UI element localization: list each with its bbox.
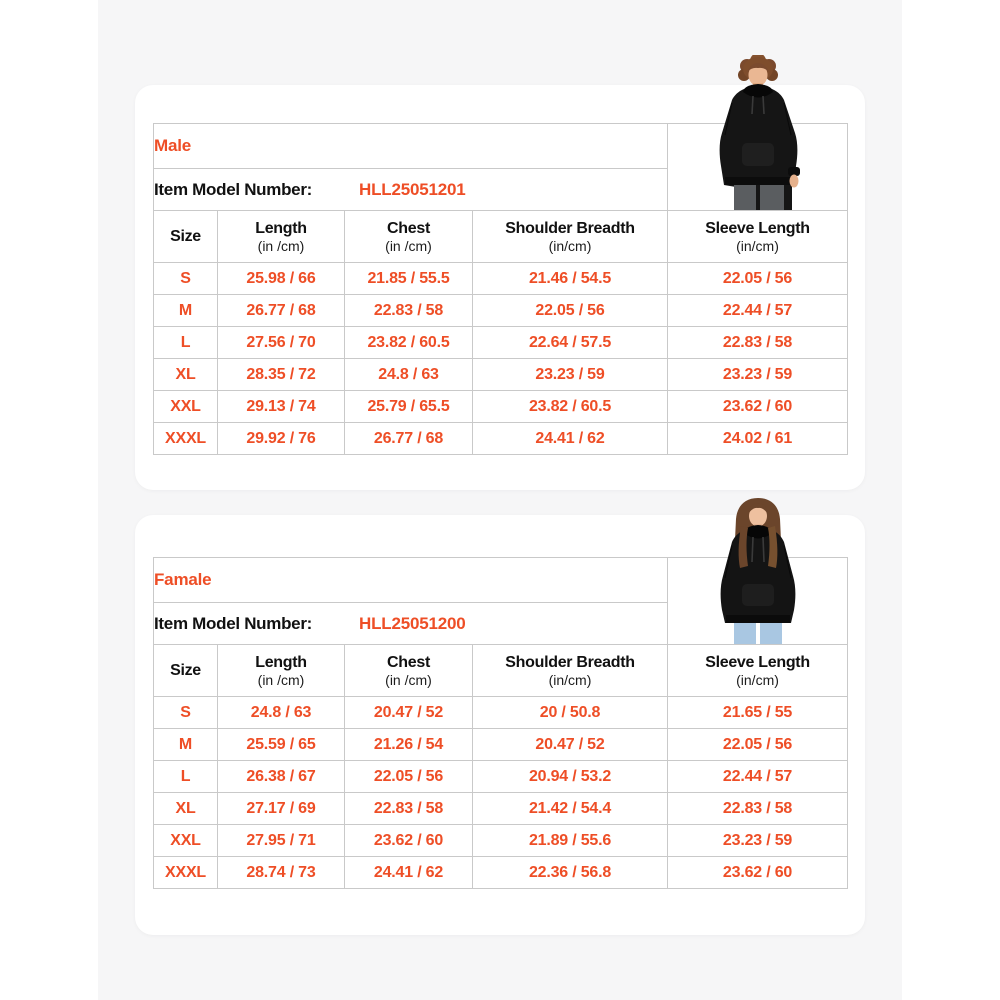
measurement-cell: 23.23 / 59 [668,359,848,391]
content-background-band [98,0,902,1000]
measurement-cell: 25.59 / 65 [218,729,345,761]
item-model-value: HLL25051200 [359,613,466,633]
measurement-cell: 21.42 / 54.4 [473,793,668,825]
item-model-cell [154,603,668,645]
size-cell: S [154,697,218,729]
size-row-xl [154,793,848,825]
measurement-cell: 23.23 / 59 [473,359,668,391]
male-size-table [153,123,848,455]
measurement-cell: 27.95 / 71 [218,825,345,857]
measurement-cell: 24.8 / 63 [345,359,473,391]
size-row-m [154,295,848,327]
gender-row [154,124,848,169]
column-header-length: Length (in /cm) [218,645,345,697]
size-cell: S [154,263,218,295]
measurement-cell: 23.62 / 60 [345,825,473,857]
female-model-photo [696,496,820,644]
male-model-hood [743,84,773,98]
measurement-cell: 26.38 / 67 [218,761,345,793]
size-cell: L [154,761,218,793]
male-size-chart-card [135,85,865,490]
column-header-row [154,645,848,697]
size-row-l [154,761,848,793]
male-model-sleeve-seams [725,103,791,135]
measurement-cell: 28.74 / 73 [218,857,345,889]
measurement-cell: 22.05 / 56 [473,295,668,327]
measurement-cell: 25.98 / 66 [218,263,345,295]
male-model-face [748,64,767,86]
female-model-hood [744,525,772,539]
female-model-hair-strand-left [738,526,747,568]
female-size-chart-card [135,515,865,935]
male-model-cuff [788,167,800,176]
measurement-cell: 25.79 / 65.5 [345,391,473,423]
item-model-label: Item Model Number: [154,179,313,199]
measurement-cell: 27.56 / 70 [218,327,345,359]
size-cell: L [154,327,218,359]
measurement-cell: 27.17 / 69 [218,793,345,825]
measurement-cell: 26.77 / 68 [345,423,473,455]
measurement-cell: 23.62 / 60 [668,857,848,889]
measurement-cell: 21.85 / 55.5 [345,263,473,295]
size-cell: XXL [154,391,218,423]
column-header-size: Size [154,211,218,263]
measurement-cell: 26.77 / 68 [218,295,345,327]
measurement-cell: 21.46 / 54.5 [473,263,668,295]
size-cell: M [154,729,218,761]
model-photo-cell [668,124,848,211]
female-model-hair-strand-right [768,526,777,568]
measurement-cell: 22.05 / 56 [345,761,473,793]
column-header-sleeve-length: Sleeve Length (in/cm) [668,645,848,697]
size-row-s [154,697,848,729]
item-model-cell [154,169,668,211]
female-model-face [749,506,767,527]
gender-row [154,558,848,603]
column-header-size: Size [154,645,218,697]
measurement-cell: 24.41 / 62 [473,423,668,455]
column-header-chest: Chest (in /cm) [345,645,473,697]
measurement-cell: 22.36 / 56.8 [473,857,668,889]
measurement-cell: 20 / 50.8 [473,697,668,729]
size-cell: XXXL [154,857,218,889]
female-model-drawstring-right [763,537,764,562]
measurement-cell: 20.94 / 53.2 [473,761,668,793]
gender-label: Male [154,136,191,155]
female-model-hair-back [734,498,780,576]
male-model-pants [734,185,784,210]
measurement-cell: 28.35 / 72 [218,359,345,391]
measurement-cell: 22.83 / 58 [668,793,848,825]
size-row-l [154,327,848,359]
measurement-cell: 22.44 / 57 [668,295,848,327]
column-header-shoulder-breadth: Shoulder Breadth (in/cm) [473,211,668,263]
measurement-cell: 23.62 / 60 [668,391,848,423]
male-model-drawstring-left [752,96,753,114]
female-model-hoodie [720,527,795,623]
female-model-drawstring-left [752,537,753,562]
male-model-fringe [747,63,769,72]
measurement-cell: 22.83 / 58 [668,327,848,359]
measurement-cell: 23.23 / 59 [668,825,848,857]
measurement-cell: 29.92 / 76 [218,423,345,455]
measurement-cell: 23.82 / 60.5 [473,391,668,423]
measurement-cell: 22.44 / 57 [668,761,848,793]
size-row-xxl [154,391,848,423]
measurement-cell: 22.05 / 56 [668,263,848,295]
column-header-shoulder-breadth: Shoulder Breadth (in/cm) [473,645,668,697]
female-model-fringe [748,503,768,514]
model-photo-cell [668,558,848,645]
size-cell: XXXL [154,423,218,455]
male-model-hair [738,55,778,81]
size-cell: XL [154,793,218,825]
measurement-cell: 21.26 / 54 [345,729,473,761]
size-row-m [154,729,848,761]
size-cell: M [154,295,218,327]
size-cell: XL [154,359,218,391]
measurement-cell: 21.65 / 55 [668,697,848,729]
male-model-hoodie [719,86,797,210]
size-row-xxxl [154,857,848,889]
column-header-sleeve-length: Sleeve Length (in/cm) [668,211,848,263]
measurement-cell: 22.83 / 58 [345,793,473,825]
measurement-cell: 22.05 / 56 [668,729,848,761]
gender-cell [154,124,668,169]
male-model-photo [696,55,820,210]
item-model-label: Item Model Number: [154,613,313,633]
measurement-cell: 20.47 / 52 [345,697,473,729]
measurement-cell: 24.02 / 61 [668,423,848,455]
male-model-hem-band [725,177,791,185]
size-row-xxxl [154,423,848,455]
measurement-cell: 21.89 / 55.6 [473,825,668,857]
measurement-cell: 22.64 / 57.5 [473,327,668,359]
male-model-neck [753,83,763,89]
gender-label: Famale [154,570,212,589]
female-model-hem-band [726,615,790,623]
column-header-chest: Chest (in /cm) [345,211,473,263]
column-header-row [154,211,848,263]
size-row-s [154,263,848,295]
female-size-table [153,557,848,889]
male-model-hand [789,175,798,188]
measurement-cell: 29.13 / 74 [218,391,345,423]
size-row-xl [154,359,848,391]
size-cell: XXL [154,825,218,857]
size-row-xxl [154,825,848,857]
measurement-cell: 24.8 / 63 [218,697,345,729]
female-model-kangaroo-pocket [742,584,774,606]
female-model-jeans [734,623,782,644]
measurement-cell: 20.47 / 52 [473,729,668,761]
male-model-kangaroo-pocket [742,143,774,166]
measurement-cell: 23.82 / 60.5 [345,327,473,359]
item-model-value: HLL25051201 [359,179,466,199]
gender-cell [154,558,668,603]
female-model-sleeve-seams [725,546,791,578]
male-model-drawstring-right [763,96,764,114]
measurement-cell: 24.41 / 62 [345,857,473,889]
female-model-neck [754,524,762,530]
measurement-cell: 22.83 / 58 [345,295,473,327]
column-header-length: Length (in /cm) [218,211,345,263]
